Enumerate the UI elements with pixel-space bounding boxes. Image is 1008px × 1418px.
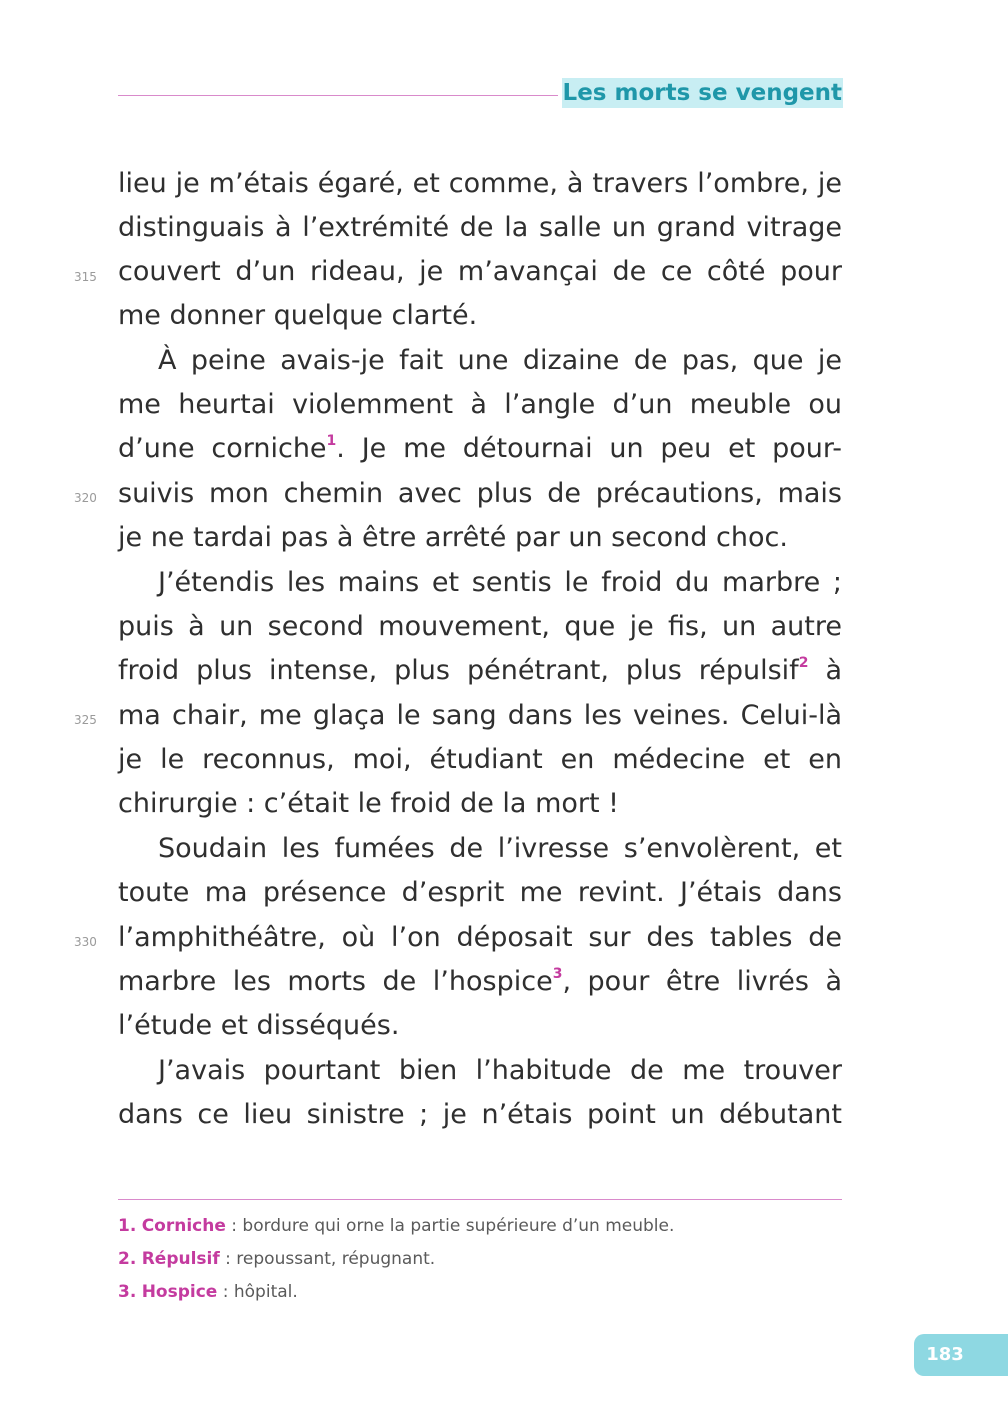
text-line: J’avais pourtant bien l’habitude de me trouver xyxy=(158,1055,842,1086)
text-line: toute ma présence d’esprit me revint. J’étais dans xyxy=(118,877,842,908)
footnote-ref[interactable]: 2 xyxy=(798,655,809,671)
text-line: lieu je m’étais égaré, et comme, à travers l’ombre, je xyxy=(118,168,842,199)
text-line: d’une corniche$^1$. Je me détournai un peu et pour- xyxy=(118,433,842,464)
page-number-tab xyxy=(914,1334,1008,1376)
footnote-item xyxy=(118,1215,842,1237)
footnote-term: Corniche xyxy=(141,1216,226,1236)
text-line: chirurgie : c’était le froid de la mort ! xyxy=(118,788,619,819)
header-rule xyxy=(118,95,558,96)
text-line: suivis mon chemin avec plus de précautions, mais xyxy=(118,478,842,509)
footnote-number: 1. xyxy=(118,1216,137,1236)
text-line: couvert d’un rideau, je m’avançai de ce côté pour xyxy=(118,256,842,287)
text-line: l’amphithéâtre, où l’on déposait sur des tables de xyxy=(118,922,842,953)
page-number: 183 xyxy=(926,1344,964,1365)
footnote-ref[interactable]: 3 xyxy=(552,966,563,982)
text-line: dans ce lieu sinistre ; je n’étais point un débutant xyxy=(118,1099,842,1130)
text-line: Soudain les fumées de l’ivresse s’envolèrent, et xyxy=(158,833,842,864)
footnote-definition: : bordure qui orne la partie supérieure d’un meuble. xyxy=(225,1216,675,1236)
text-line: À peine avais-je fait une dizaine de pas, que je xyxy=(158,345,842,376)
text-line: me donner quelque clarté. xyxy=(118,300,478,331)
line-number: 320 xyxy=(74,491,97,505)
footnote-rule xyxy=(118,1199,842,1200)
text-line: je le reconnus, moi, étudiant en médecine et en xyxy=(118,744,842,775)
text-line: puis à un second mouvement, que je fis, un autre xyxy=(118,611,842,642)
line-number: 315 xyxy=(74,270,97,284)
text-line: je ne tardai pas à être arrêté par un second choc. xyxy=(118,522,788,553)
text-line: marbre les morts de l’hospice$^3$, pour être livrés à xyxy=(118,966,843,997)
text-line: l’étude et disséqués. xyxy=(118,1010,400,1041)
text-line: froid plus intense, plus pénétrant, plus répulsif$^2$ à xyxy=(118,655,842,686)
footnote-item xyxy=(118,1281,842,1303)
text-line: distinguais à l’extrémité de la salle un grand vitrage xyxy=(118,212,842,243)
chapter-title: Les morts se vengent xyxy=(562,80,842,106)
text-line: ma chair, me glaça le sang dans les veines. Celui-là xyxy=(118,700,842,731)
line-number: 325 xyxy=(74,713,97,727)
footnote-number: 3. xyxy=(118,1282,137,1302)
text-line: J’étendis les mains et sentis le froid du marbre ; xyxy=(158,567,842,598)
footnote-term: Répulsif xyxy=(141,1249,220,1269)
footnote-item xyxy=(118,1248,842,1270)
footnote-definition: : hôpital. xyxy=(217,1282,298,1302)
footnote-number: 2. xyxy=(118,1249,137,1269)
line-number: 330 xyxy=(74,935,97,949)
footnote-ref[interactable]: 1 xyxy=(326,433,337,449)
footnote-definition: : repoussant, répugnant. xyxy=(219,1249,436,1269)
footnote-term: Hospice xyxy=(141,1282,218,1302)
text-line: me heurtai violemment à l’angle d’un meuble ou xyxy=(118,389,842,420)
